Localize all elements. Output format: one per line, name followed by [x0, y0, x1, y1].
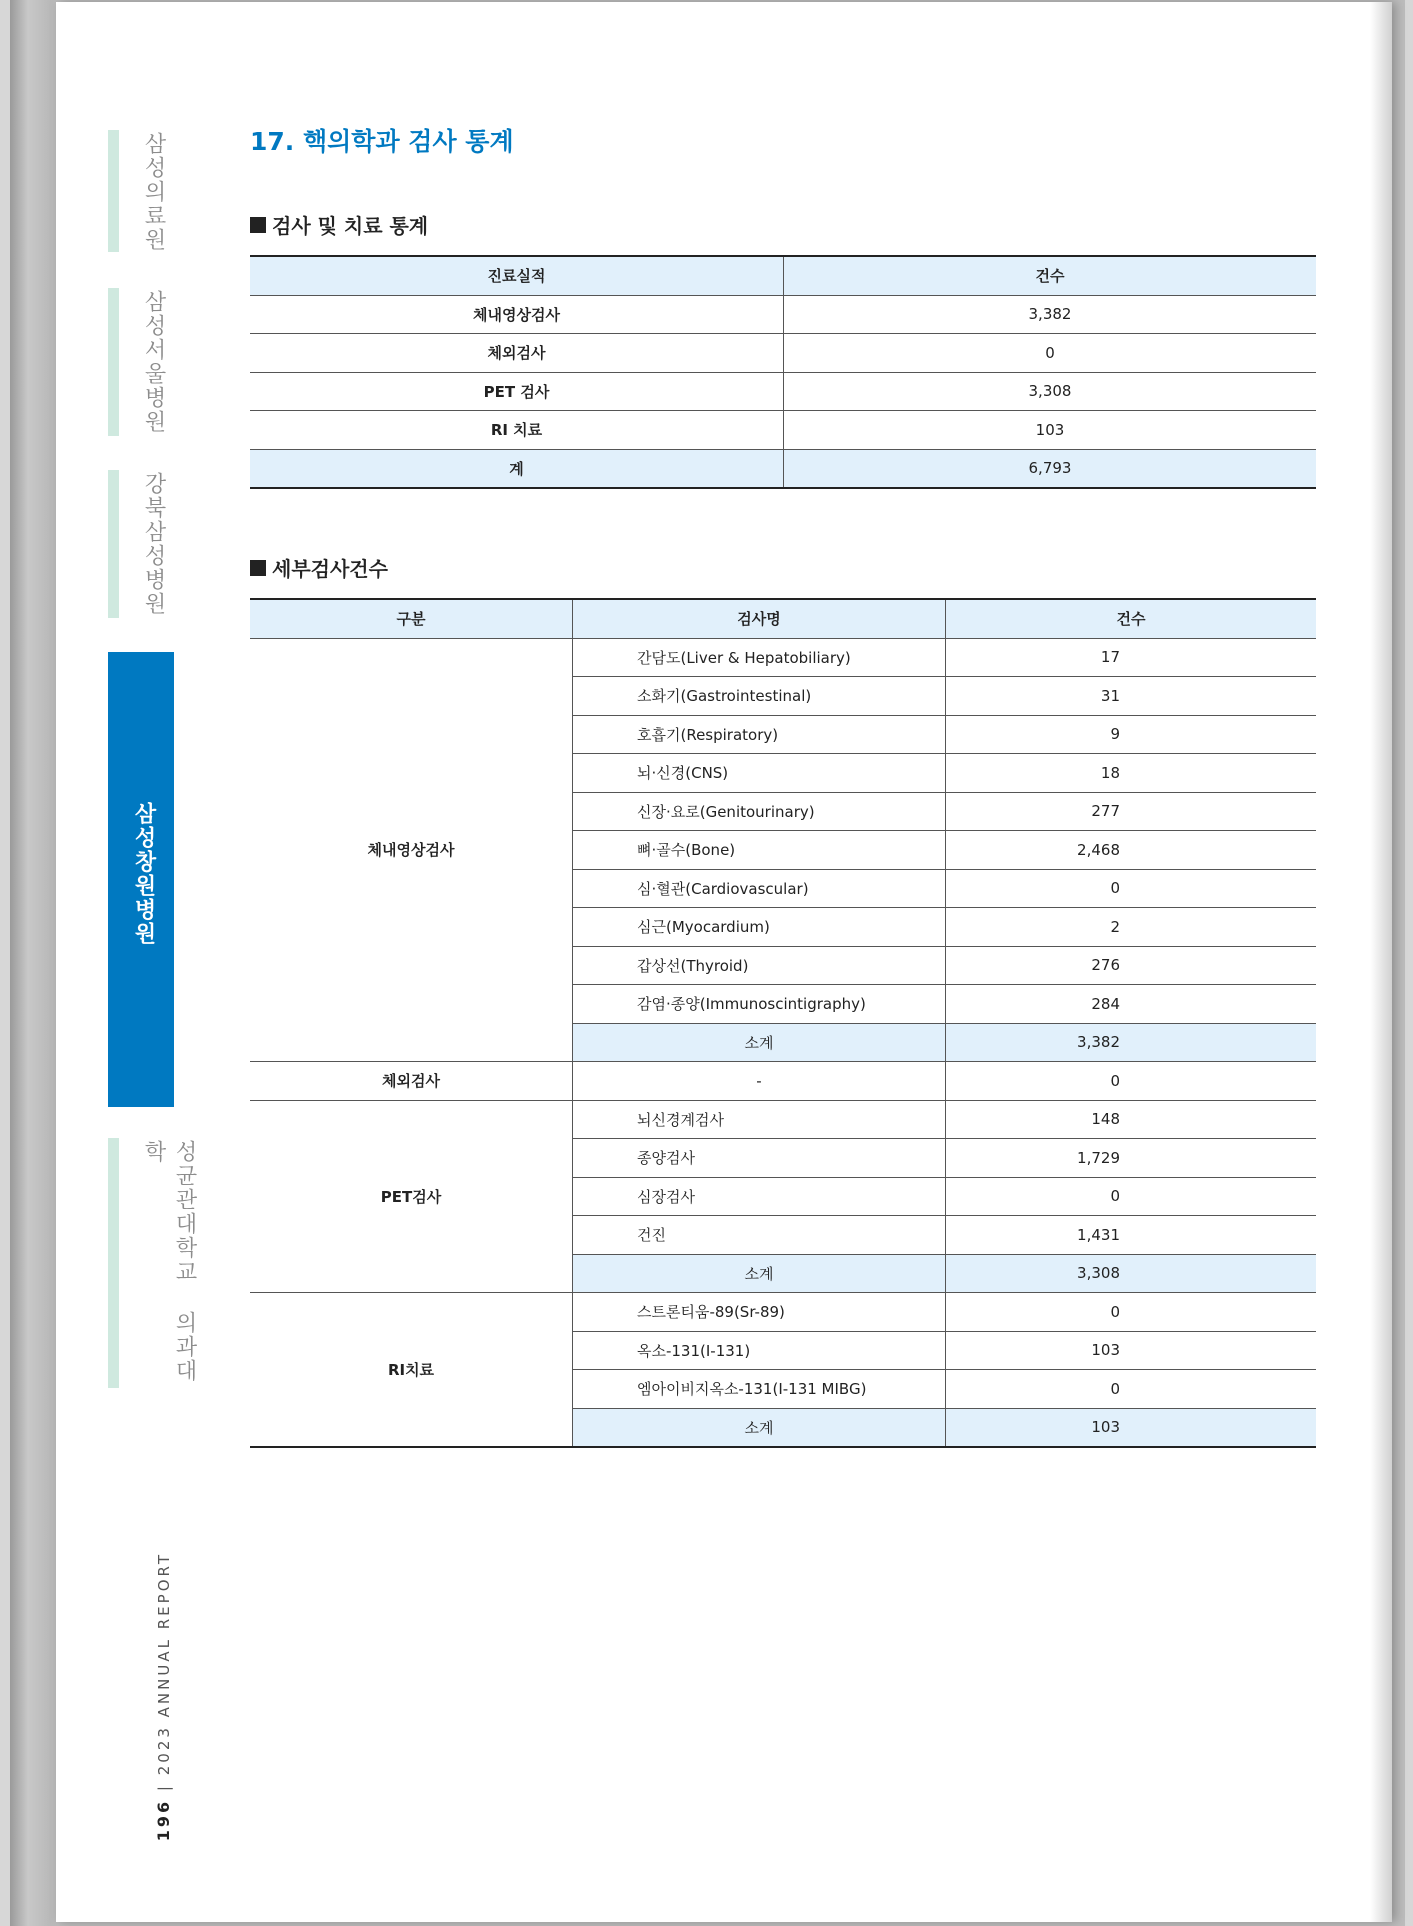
column-header: 건수 [946, 599, 1317, 638]
subtotal-count: 103 [946, 1408, 1317, 1447]
category-cell: 체외검사 [250, 1062, 573, 1101]
exam-count: 17 [946, 638, 1317, 677]
column-header: 검사명 [573, 599, 946, 638]
table-row [250, 411, 1316, 450]
exam-count: 148 [946, 1100, 1317, 1139]
page-shade [1370, 2, 1392, 1922]
exam-name: 뼈·골수(Bone) [573, 831, 946, 870]
row-label: 체내영상검사 [250, 295, 784, 334]
subtotal-label: 소계 [573, 1408, 946, 1447]
exam-name: 감염·종양(Immunoscintigraphy) [573, 985, 946, 1024]
table-row [250, 334, 1316, 373]
side-nav-bar [108, 470, 119, 618]
exam-count: 103 [946, 1331, 1317, 1370]
table-header-row [250, 256, 1316, 295]
table-row [250, 638, 1316, 677]
main-content [250, 122, 1316, 1448]
exam-name: 심근(Myocardium) [573, 908, 946, 947]
subtotal-label: 소계 [573, 1023, 946, 1062]
footer-separator: | [155, 1783, 173, 1792]
exam-name: - [573, 1062, 946, 1101]
side-nav-item-kangbuk-hospital[interactable] [108, 470, 174, 618]
exam-name: 갑상선(Thyroid) [573, 946, 946, 985]
side-nav-label: 삼성서울병원 [141, 290, 166, 434]
exam-count: 276 [946, 946, 1317, 985]
exam-count: 0 [946, 869, 1317, 908]
side-nav-item-seoul-hospital[interactable] [108, 288, 174, 436]
exam-count: 18 [946, 754, 1317, 793]
exam-count: 31 [946, 677, 1317, 716]
row-label: RI 치료 [250, 411, 784, 450]
report-label: 2023 ANNUAL REPORT [155, 1552, 173, 1776]
document-page [56, 2, 1392, 1922]
exam-name: 옥소-131(I-131) [573, 1331, 946, 1370]
exam-count: 0 [946, 1177, 1317, 1216]
side-nav-bar [108, 130, 119, 252]
total-label: 계 [250, 449, 784, 488]
page-title: 17. 핵의학과 검사 통계 [250, 127, 514, 156]
side-nav-label: 강북삼성병원 [141, 472, 166, 616]
exam-name: 건진 [573, 1216, 946, 1255]
total-count: 6,793 [784, 449, 1317, 488]
subtotal-count: 3,308 [946, 1254, 1317, 1293]
exam-name: 소화기(Gastrointestinal) [573, 677, 946, 716]
column-header: 건수 [784, 256, 1317, 295]
exam-name: 뇌·신경(CNS) [573, 754, 946, 793]
side-nav-label: 성균관대학교 의과대학 [141, 1140, 197, 1383]
exam-name: 엠아이비지옥소-131(I-131 MIBG) [573, 1370, 946, 1409]
page-number: 196 [154, 1798, 173, 1842]
exam-name: 심·혈관(Cardiovascular) [573, 869, 946, 908]
section-title-detailed-exams [250, 553, 1316, 582]
exam-count: 1,431 [946, 1216, 1317, 1255]
row-label: 체외검사 [250, 334, 784, 373]
side-nav-item-skku-medicine[interactable] [108, 1138, 197, 1388]
subtotal-count: 3,382 [946, 1023, 1317, 1062]
category-cell: RI치료 [250, 1293, 573, 1448]
exam-name: 호흡기(Respiratory) [573, 715, 946, 754]
annual-report-footer [154, 1552, 173, 1841]
exam-count: 277 [946, 792, 1317, 831]
column-header: 구분 [250, 599, 573, 638]
row-count: 0 [784, 334, 1317, 373]
side-nav-label: 삼성의료원 [141, 132, 166, 252]
exam-treatment-table [250, 255, 1316, 489]
row-count: 3,308 [784, 372, 1317, 411]
section-title-exam-treatment [250, 210, 1316, 239]
exam-name: 신장·요로(Genitourinary) [573, 792, 946, 831]
side-nav-label: 삼성창원병원 [131, 802, 156, 946]
exam-count: 0 [946, 1062, 1317, 1101]
exam-name: 간담도(Liver & Hepatobiliary) [573, 638, 946, 677]
table-row [250, 372, 1316, 411]
category-cell: 체내영상검사 [250, 638, 573, 1062]
detailed-exams-table [250, 598, 1316, 1448]
exam-count: 284 [946, 985, 1317, 1024]
exam-count: 2 [946, 908, 1317, 947]
side-nav-item-changwon-hospital[interactable] [108, 652, 174, 1107]
table-header-row [250, 599, 1316, 638]
table-row [250, 1062, 1316, 1101]
table-row [250, 1293, 1316, 1332]
exam-name: 심장검사 [573, 1177, 946, 1216]
exam-name: 종양검사 [573, 1139, 946, 1178]
subtotal-label: 소계 [573, 1254, 946, 1293]
square-bullet-icon [250, 217, 266, 233]
column-header: 진료실적 [250, 256, 784, 295]
section-heading: 검사 및 치료 통계 [272, 214, 429, 238]
exam-count: 0 [946, 1293, 1317, 1332]
exam-name: 스트론티움-89(Sr-89) [573, 1293, 946, 1332]
exam-count: 1,729 [946, 1139, 1317, 1178]
row-label: PET 검사 [250, 372, 784, 411]
exam-count: 2,468 [946, 831, 1317, 870]
exam-name: 뇌신경계검사 [573, 1100, 946, 1139]
side-nav-item-medical-center[interactable] [108, 130, 174, 252]
section-heading: 세부검사건수 [272, 557, 388, 581]
side-nav-bar [108, 1138, 119, 1388]
row-count: 103 [784, 411, 1317, 450]
exam-count: 9 [946, 715, 1317, 754]
side-nav-bar [108, 288, 119, 436]
row-count: 3,382 [784, 295, 1317, 334]
table-row [250, 1100, 1316, 1139]
table-row [250, 295, 1316, 334]
square-bullet-icon [250, 560, 266, 576]
category-cell: PET검사 [250, 1100, 573, 1293]
total-row [250, 449, 1316, 488]
exam-count: 0 [946, 1370, 1317, 1409]
